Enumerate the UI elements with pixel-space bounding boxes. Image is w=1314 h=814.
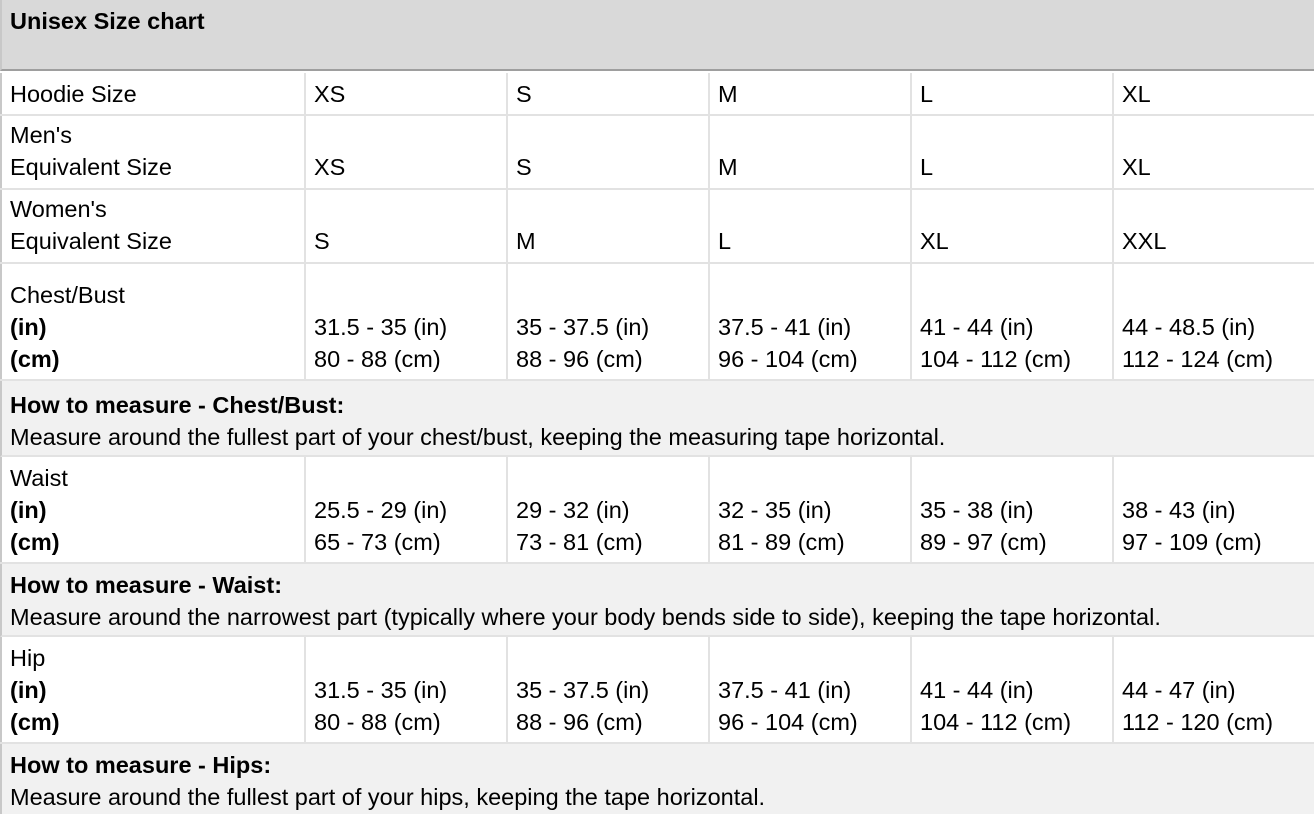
measurement-name: Chest/Bust xyxy=(10,282,125,308)
value-cm: 81 - 89 (cm) xyxy=(718,529,845,555)
value-in: 31.5 - 35 (in) xyxy=(314,677,448,703)
value-cm: 88 - 96 (cm) xyxy=(516,709,643,735)
value-in: 25.5 - 29 (in) xyxy=(314,497,448,523)
cell-value: S xyxy=(314,228,330,254)
value-in: 29 - 32 (in) xyxy=(516,497,630,523)
unit-cm-label: (cm) xyxy=(10,529,60,555)
row-label xyxy=(0,73,304,114)
row-label xyxy=(0,190,304,262)
howto-text: Measure around the fullest part of your hips, keeping the tape horizontal. xyxy=(10,784,766,810)
row-label xyxy=(0,116,304,188)
value-in: 37.5 - 41 (in) xyxy=(718,314,852,340)
cell-value: XL xyxy=(1122,80,1151,107)
value-in: 44 - 48.5 (in) xyxy=(1122,314,1256,340)
measure-cell xyxy=(910,637,1112,742)
cell-value: XXL xyxy=(1122,228,1167,254)
value-cm: 96 - 104 (cm) xyxy=(718,709,858,735)
howto-title: How to measure - Waist: xyxy=(10,572,283,598)
measure-cell xyxy=(304,264,506,379)
table-row-chest-bust xyxy=(0,264,1314,381)
measure-cell xyxy=(506,637,708,742)
value-cm: 112 - 124 (cm) xyxy=(1122,346,1274,372)
row-label xyxy=(0,637,304,742)
value-in: 38 - 43 (in) xyxy=(1122,497,1236,523)
table-row-mens-equivalent xyxy=(0,116,1314,190)
cell-value: L xyxy=(920,80,934,107)
size-cell-xs xyxy=(304,73,506,114)
howto-title: How to measure - Hips: xyxy=(10,752,272,778)
unit-in-label: (in) xyxy=(10,314,47,340)
cell-value: XS xyxy=(314,154,346,180)
row-label xyxy=(0,264,304,379)
unit-in-label: (in) xyxy=(10,677,47,703)
table-row-waist xyxy=(0,457,1314,564)
table-row-hip xyxy=(0,637,1314,744)
value-cm: 96 - 104 (cm) xyxy=(718,346,858,372)
table-row-womens-equivalent xyxy=(0,190,1314,264)
size-cell xyxy=(304,190,506,262)
cell-value: XS xyxy=(314,80,346,107)
size-cell xyxy=(1112,116,1314,188)
cell-value: XL xyxy=(1122,154,1151,180)
value-cm: 89 - 97 (cm) xyxy=(920,529,1047,555)
measure-cell xyxy=(506,457,708,562)
value-in: 35 - 37.5 (in) xyxy=(516,314,650,340)
unit-cm-label: (cm) xyxy=(10,346,60,372)
size-cell xyxy=(506,116,708,188)
measure-cell xyxy=(910,457,1112,562)
value-cm: 104 - 112 (cm) xyxy=(920,346,1072,372)
howto-title: How to measure - Chest/Bust: xyxy=(10,392,345,418)
value-in: 44 - 47 (in) xyxy=(1122,677,1236,703)
value-cm: 73 - 81 (cm) xyxy=(516,529,643,555)
size-cell xyxy=(708,190,910,262)
value-in: 41 - 44 (in) xyxy=(920,314,1034,340)
label-line: Equivalent Size xyxy=(10,228,172,254)
value-cm: 104 - 112 (cm) xyxy=(920,709,1072,735)
size-cell-m xyxy=(708,73,910,114)
size-cell-s xyxy=(506,73,708,114)
cell-value: L xyxy=(718,228,732,254)
measure-cell xyxy=(708,637,910,742)
cell-value: M xyxy=(718,80,738,107)
cell-value: S xyxy=(516,80,532,107)
value-in: 37.5 - 41 (in) xyxy=(718,677,852,703)
unit-cm-label: (cm) xyxy=(10,709,60,735)
value-in: 31.5 - 35 (in) xyxy=(314,314,448,340)
value-in: 32 - 35 (in) xyxy=(718,497,832,523)
measure-cell xyxy=(506,264,708,379)
table-row-hoodie-size xyxy=(0,73,1314,116)
chart-title: Unisex Size chart xyxy=(10,8,205,34)
row-label xyxy=(0,457,304,562)
cell-value: M xyxy=(718,154,738,180)
size-cell-xl xyxy=(1112,73,1314,114)
howto-text: Measure around the fullest part of your chest/bust, keeping the measuring tape horizontal. xyxy=(10,424,946,450)
title-bar xyxy=(0,0,1314,71)
cell-value: S xyxy=(516,154,532,180)
value-in: 41 - 44 (in) xyxy=(920,677,1034,703)
label-line: Hoodie Size xyxy=(10,80,137,107)
size-cell xyxy=(910,190,1112,262)
howto-waist xyxy=(0,564,1314,637)
measure-cell xyxy=(304,457,506,562)
measurement-name: Hip xyxy=(10,645,46,671)
measurement-name: Waist xyxy=(10,465,68,491)
cell-value: L xyxy=(920,154,934,180)
value-in: 35 - 38 (in) xyxy=(920,497,1034,523)
value-cm: 88 - 96 (cm) xyxy=(516,346,643,372)
size-cell xyxy=(304,116,506,188)
size-cell xyxy=(910,116,1112,188)
size-cell xyxy=(506,190,708,262)
cell-value: XL xyxy=(920,228,949,254)
measure-cell xyxy=(1112,637,1314,742)
measure-cell xyxy=(708,457,910,562)
measure-cell xyxy=(708,264,910,379)
howto-hips xyxy=(0,744,1314,814)
value-cm: 65 - 73 (cm) xyxy=(314,529,441,555)
measure-cell xyxy=(1112,457,1314,562)
size-cell xyxy=(1112,190,1314,262)
value-in: 35 - 37.5 (in) xyxy=(516,677,650,703)
howto-chest-bust xyxy=(0,381,1314,457)
value-cm: 112 - 120 (cm) xyxy=(1122,709,1274,735)
measure-cell xyxy=(304,637,506,742)
value-cm: 80 - 88 (cm) xyxy=(314,346,441,372)
label-line: Equivalent Size xyxy=(10,154,172,180)
unit-in-label: (in) xyxy=(10,497,47,523)
label-line: Men's xyxy=(10,122,72,148)
measure-cell xyxy=(910,264,1112,379)
howto-text: Measure around the narrowest part (typically where your body bends side to side), keeping the tape horizontal. xyxy=(10,604,1161,630)
value-cm: 97 - 109 (cm) xyxy=(1122,529,1262,555)
size-cell-l xyxy=(910,73,1112,114)
cell-value: M xyxy=(516,228,536,254)
value-cm: 80 - 88 (cm) xyxy=(314,709,441,735)
label-line: Women's xyxy=(10,196,107,222)
size-cell xyxy=(708,116,910,188)
measure-cell xyxy=(1112,264,1314,379)
